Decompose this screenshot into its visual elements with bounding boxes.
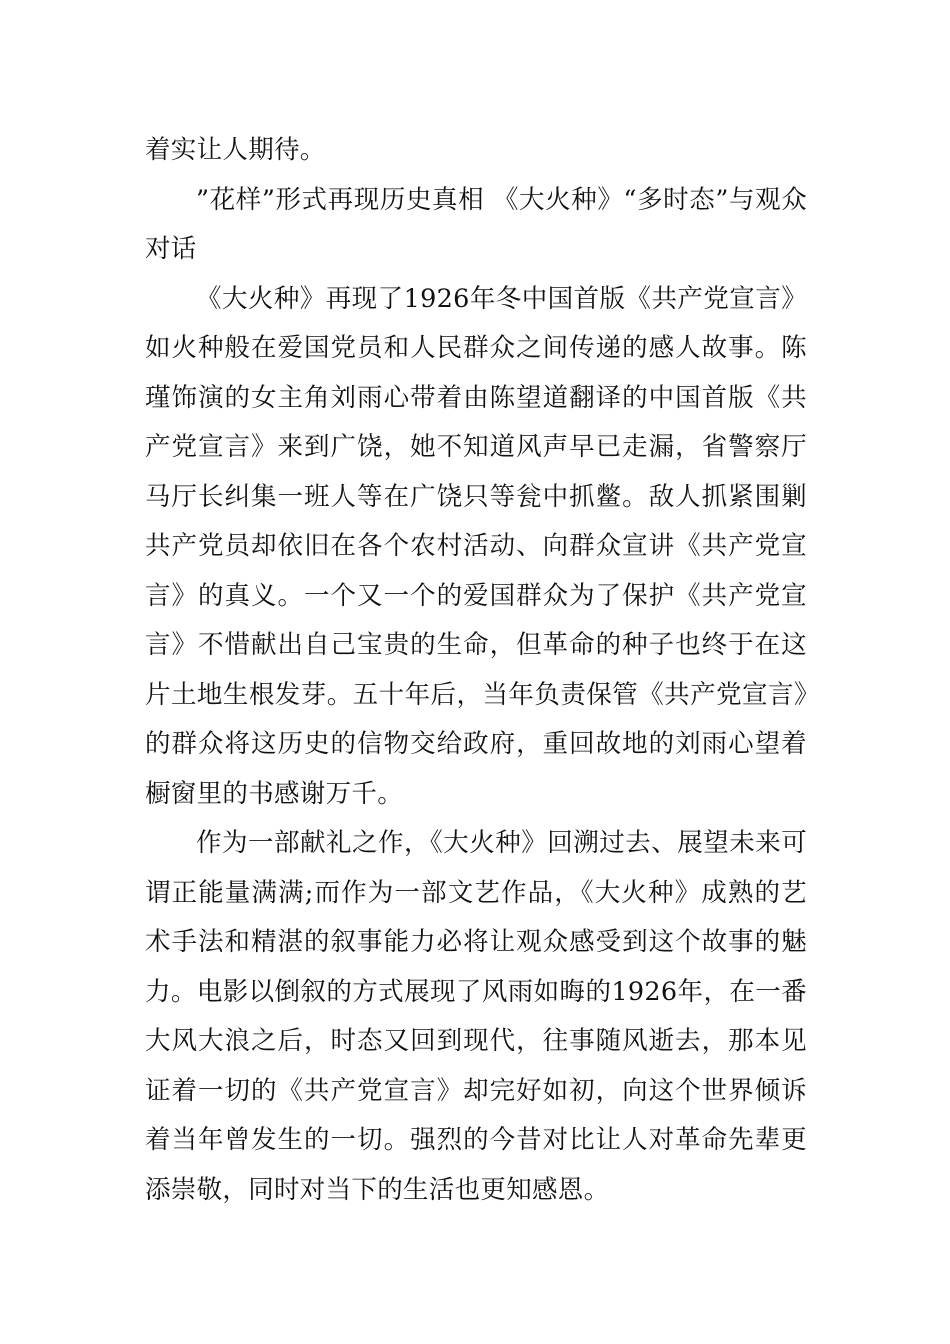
paragraph-film-review: 作为一部献礼之作，《大火种》回溯过去、展望未来可谓正能量满满;而作为一部文艺作品，《大火种》成熟的艺术手法和精湛的叙事能力必将让观众感受到这个故事的魅力。电影以倒叙的方式展现了风雨如晦的1926年，在一番大风大浪之后，时态又回到现代，往事随风逝去，那本见证着一切的《共产党宣言》却完好如初，向这个世界倾诉着当年曾发生的一切。强烈的今昔对比让人对革命先辈更添崇敬，同时对当下的生活也更知感恩。 bbox=[145, 828, 807, 1205]
paragraph-story-summary: 《大火种》再现了1926年冬中国首版《共产党宣言》如火种般在爱国党员和人民群众之间传递的感人故事。陈瑾饰演的女主角刘雨心带着由陈望道翻译的中国首版《共产党宣言》来到广饶，她不知道风声早已走漏，省警察厅马厅长纠集一班人等在广饶只等瓮中抓鳖。敌人抓紧围剿共产党员却依旧在各个农村活动、向群众宣讲《共产党宣言》的真义。一个又一个的爱国群众为了保护《共产党宣言》不惜献出自己宝贵的生命，但革命的种子也终于在这片土地生根发芽。五十年后，当年负责保管《共产党宣言》的群众将这历史的信物交给政府，重回故地的刘雨心望着橱窗里的书感谢万千。 bbox=[145, 283, 807, 809]
paragraph-intro-tail: 着实让人期待。 bbox=[145, 135, 326, 165]
article-body bbox=[145, 126, 807, 1215]
paragraph-section-heading: ”花样”形式再现历史真相 《大火种》“多时态”与观众对话 bbox=[145, 184, 807, 264]
